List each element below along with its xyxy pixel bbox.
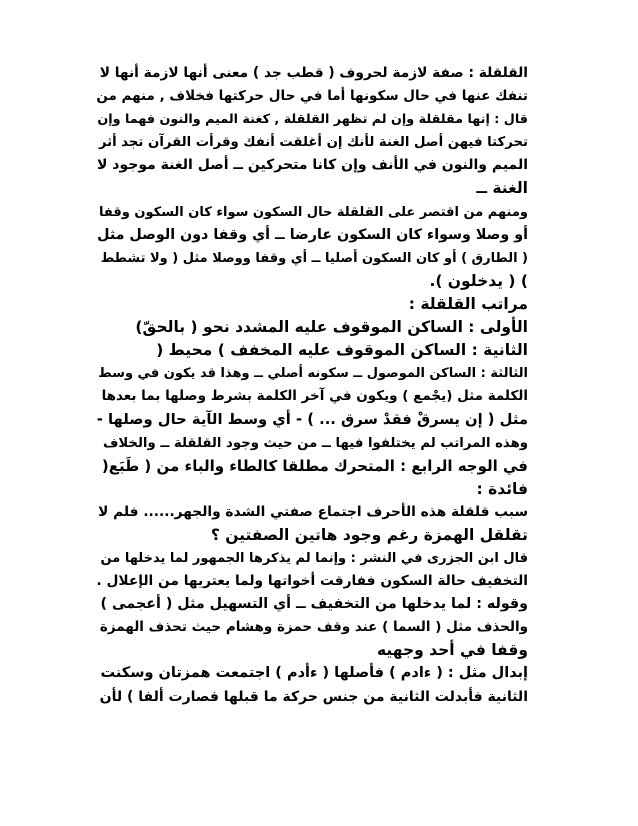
document-body [96,62,528,709]
text-line: وهذه المراتب لم يختلفوا فيها ــ من حيث وجود القلقلة ــ والخلاف [102,435,528,451]
text-line: تحركتا فيهن أصل الغنة لأنك إن أغلقت أنفك وقرأت القرآن تجد أثر [98,135,528,151]
text-line: مراتب القلقلة : [408,294,528,313]
text-line: التخفيف حالة السكون ففارقت أخواتها ولما يعتريها من الإعلال . [96,573,528,590]
text-line: تقلقل الهمزة رغم وجود هاتين الصفتين ؟ [210,525,528,544]
text-line: قال : إنها مقلقلة وإن لم تظهر القلقلة , كغنة الميم والنون فهما وإن [97,112,528,128]
text-line: الأولى : الساكن الموقوف عليه المشدد نحو ( بالحقّ) [135,318,528,337]
text-line: وقفا في أحد وجهيه [377,641,528,660]
text-line: تنفك عنها في حال سكونها أما في حال حركتها فخلاف , منهم من [96,88,528,105]
text-line: أو وصلا وسواء كان السكون عارضا ــ أي وقفا دون الوصل مثل [97,226,528,243]
text-line: وقوله : لما يدخلها من التخفيف ــ أي التسهيل مثل ( أعجمى ) [100,596,528,613]
text-line: ومنهم من اقتصر على القلقلة حال السكون سواء كان السكون وقفا [99,204,528,220]
text-line: إبدال مثل : ( ءادم ) فأصلها ( ءأدم ) اجتمعت همزتان وسكنت [100,665,528,682]
text-line: سبب قلقلة هذه الأحرف اجتماع صفتي الشدة والجهر...... فلم لا [98,503,528,520]
text-line: ) ( يدخلون ). [429,271,528,290]
text-line: الميم والنون في الأنف وإن كانا متحركين ــ أصل الغنة موجود لا [97,157,528,174]
text-line: القلقلة : صفة لازمة لحروف ( قطب جد ) معنى أنها لازمة أنها لا [99,65,528,81]
text-line: مثل ( إن يسرقْ فقدْ سرق ... ) - أي وسط الآية حال وصلها - [96,411,528,429]
text-line: ( الطارق ) أو كان السكون أصليا ــ أي وقفا ووصلا مثل ( ولا تشطط [100,250,528,266]
text-line: قال ابن الجزرى في النشر : وإنما لم يذكرها الجمهور لما يدخلها من [100,550,528,566]
text-line: فائدة : [476,479,528,498]
text-line: الثانية فأبدلت الثانية من جنس حركة ما قبلها فصارت ألفا ) لأن [99,688,528,705]
text-line: والحذف مثل ( السما ) عند وقف حمزة وهشام حيث تحذف الهمزة [99,619,528,636]
text-line: الثالثة : الساكن الموصول ــ سكونه أصلي ــ وهذا قد يكون في وسط [98,366,528,382]
text-line: الكلمة مثل (يجْمع ) ويكون في آخر الكلمة بشرط وصلها بما بعدها [101,388,528,405]
text-line: الثانية : الساكن الموقوف عليه المخفف ) محيط ( [156,341,528,360]
text-line: الغنة ــ [476,179,528,198]
text-line: في الوجه الرابع : المتحرك مطلقا كالطاء والباء من ( طَبَع( [101,456,528,475]
